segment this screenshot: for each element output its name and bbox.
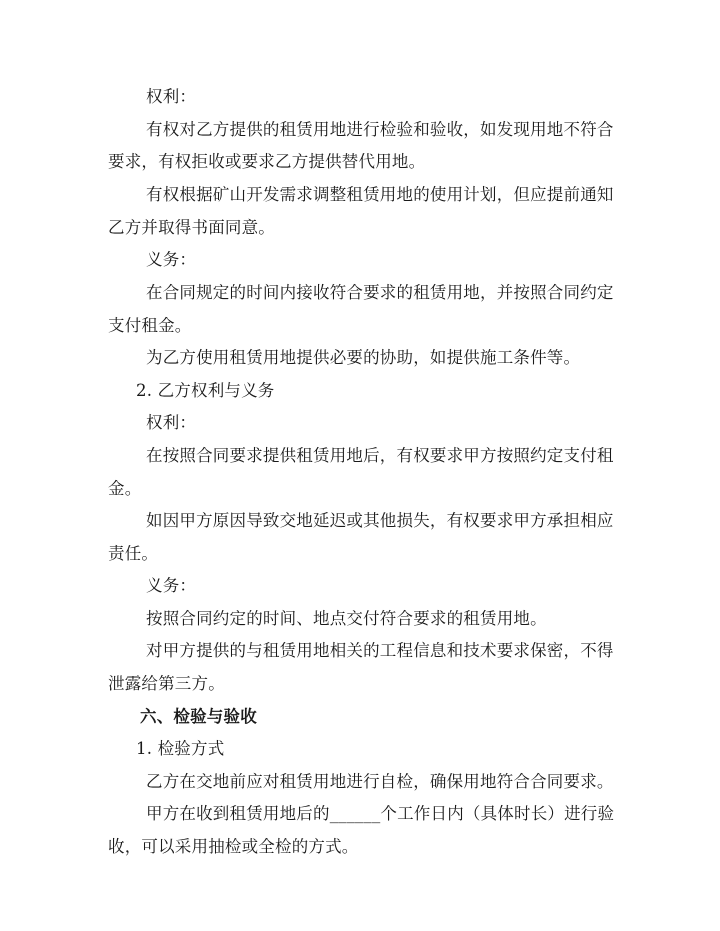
- rights-label-a: 权利：: [146, 87, 197, 106]
- paragraph-line: 有权对乙方提供的租赁用地进行检验和验收，如发现用地不符合: [146, 120, 614, 139]
- paragraph-line: 对甲方提供的与租赁用地相关的工程信息和技术要求保密，不得: [146, 641, 614, 660]
- duties-label-a: 义务：: [146, 250, 197, 269]
- section-heading-six: 六、检验与验收: [140, 707, 257, 726]
- paragraph-line: 甲方在收到租赁用地后的______个工作日内（具体时长）进行验: [146, 804, 615, 823]
- paragraph-line: 金。: [108, 479, 142, 498]
- paragraph-line: 支付租金。: [108, 316, 192, 335]
- paragraph-line: 收，可以采用抽检或全检的方式。: [108, 837, 359, 856]
- rights-label-b: 权利：: [146, 413, 197, 432]
- paragraph-line: 为乙方使用租赁用地提供必要的协助，如提供施工条件等。: [146, 348, 581, 367]
- paragraph-line: 责任。: [108, 544, 159, 563]
- paragraph-line: 要求，有权拒收或要求乙方提供替代用地。: [108, 152, 426, 171]
- paragraph-line: 有权根据矿山开发需求调整租赁用地的使用计划，但应提前通知: [146, 185, 614, 204]
- paragraph-line: 按照合同约定的时间、地点交付符合要求的租赁用地。: [146, 609, 547, 628]
- paragraph-line: 泄露给第三方。: [108, 674, 225, 693]
- duties-label-b: 义务：: [146, 576, 197, 595]
- paragraph-line: 如因甲方原因导致交地延迟或其他损失，有权要求甲方承担相应: [146, 511, 614, 530]
- section-item-2: 2. 乙方权利与义务: [136, 381, 275, 400]
- paragraph-line: 乙方并取得书面同意。: [108, 218, 275, 237]
- section-item-1: 1. 检验方式: [136, 739, 225, 758]
- paragraph-line: 乙方在交地前应对租赁用地进行自检，确保用地符合合同要求。: [146, 772, 614, 791]
- paragraph-line: 在合同规定的时间内接收符合要求的租赁用地，并按照合同约定: [146, 283, 614, 302]
- paragraph-line: 在按照合同要求提供租赁用地后，有权要求甲方按照约定支付租: [146, 446, 614, 465]
